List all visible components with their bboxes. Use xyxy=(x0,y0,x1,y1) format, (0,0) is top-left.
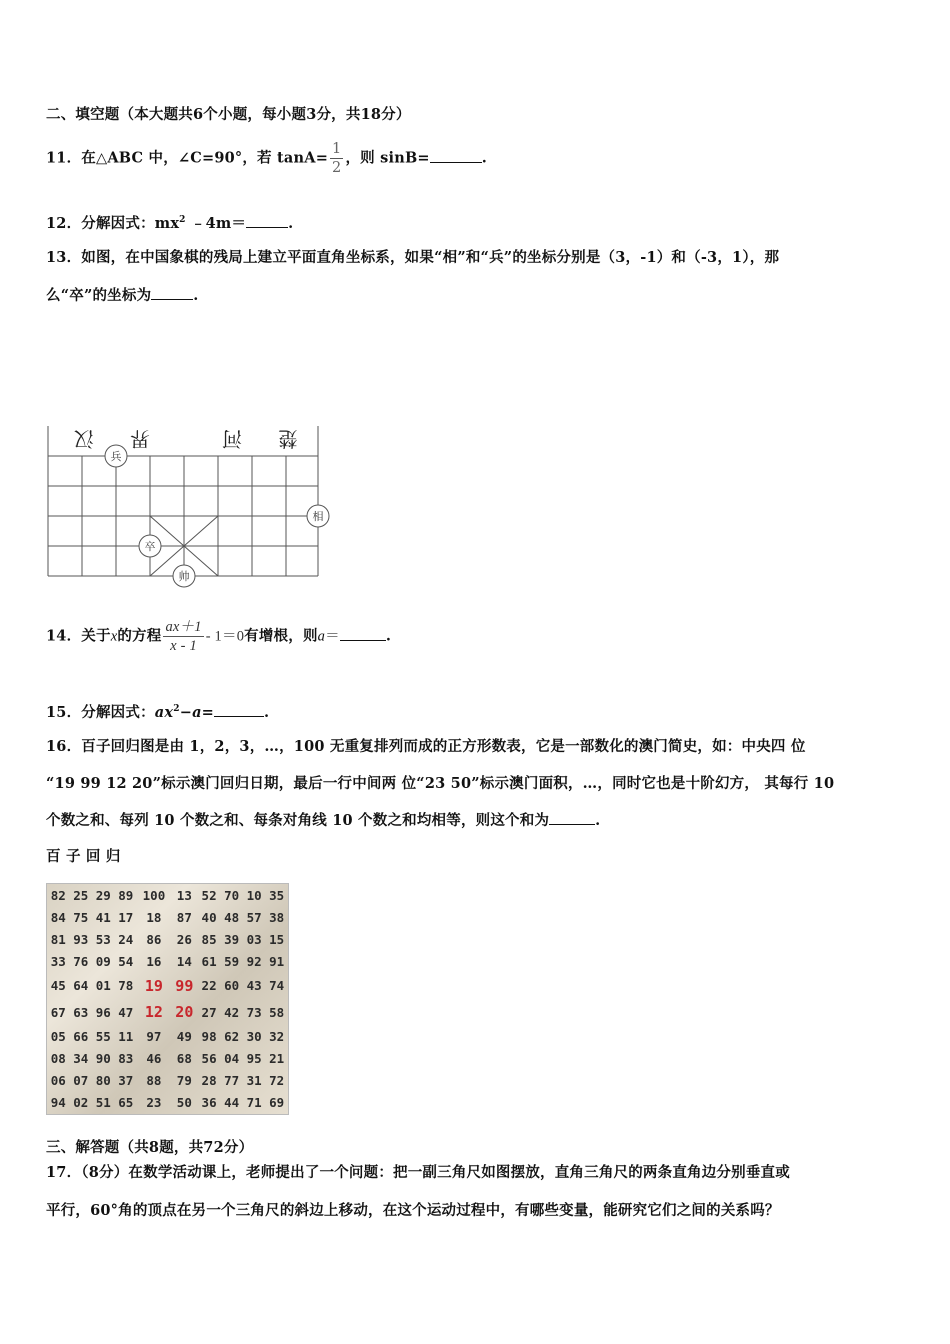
magic-square-cell: 63 xyxy=(73,1004,89,1020)
magic-square-cell: 46 xyxy=(146,1051,162,1067)
magic-square-cell: 88 xyxy=(146,1073,162,1089)
magic-square-cell: 83 xyxy=(118,1051,134,1067)
magic-square-row xyxy=(47,884,288,906)
magic-square-cell: 53 xyxy=(95,931,111,947)
magic-square-cell: 74 xyxy=(269,978,285,994)
question-11 xyxy=(46,140,487,177)
magic-square-cell: 47 xyxy=(118,1004,134,1020)
magic-square-cell: 55 xyxy=(95,1029,111,1045)
magic-square-cell: 98 xyxy=(201,1029,217,1045)
magic-square-cell: 34 xyxy=(73,1051,89,1067)
magic-square-row xyxy=(47,999,288,1026)
magic-square-cell: 96 xyxy=(95,1004,111,1020)
question-12 xyxy=(46,212,293,233)
q11-prefix: 11．在△ABC 中，∠C=90°，若 tanA= xyxy=(46,149,329,167)
magic-square-cell: 33 xyxy=(50,953,66,969)
q15-expr-b: − xyxy=(179,704,193,721)
q12-end: . xyxy=(288,215,294,232)
question-17-line2: 平行，60°角的顶点在另一个三角尺的斜边上移动，在这个运动过程中，有哪些变量，能研究它们之间的关系吗？ xyxy=(46,1202,780,1219)
question-16-line1: 16．百子回归图是由 1，2，3，…，100 无重复排列而成的正方形数表，它是一部数化的澳门简史，如：中央四 位 xyxy=(46,738,806,755)
q15-end: . xyxy=(264,704,270,721)
magic-square-cell: 06 xyxy=(50,1073,66,1089)
magic-square-cell: 76 xyxy=(73,953,89,969)
magic-square-cell: 48 xyxy=(224,909,240,925)
magic-square-cell: 29 xyxy=(95,887,111,903)
q11-frac-num: 1 xyxy=(332,141,342,157)
magic-square-cell: 08 xyxy=(50,1051,66,1067)
magic-square-cell: 69 xyxy=(269,1095,285,1111)
magic-square-cell: 45 xyxy=(50,978,66,994)
q15-eq: = xyxy=(201,704,215,721)
magic-square-cell: 01 xyxy=(95,978,111,994)
magic-square-cell: 50 xyxy=(176,1095,192,1111)
magic-square-cell: 85 xyxy=(201,931,217,947)
section-2-title: 二、填空题（本大题共6个小题，每小题3分，共18分） xyxy=(46,106,411,123)
magic-square-cell: 84 xyxy=(50,909,66,925)
magic-square-cell: 43 xyxy=(246,978,262,994)
board-label-jie: 界 xyxy=(130,427,150,451)
magic-square-cell: 66 xyxy=(73,1029,89,1045)
q11-fraction xyxy=(330,140,343,177)
magic-square-cell: 26 xyxy=(176,931,192,947)
magic-square-cell: 60 xyxy=(224,978,240,994)
q14-eq: ＝ xyxy=(325,628,340,645)
magic-square-cell: 40 xyxy=(201,909,217,925)
section-3-title: 三、解答题（共8题，共72分） xyxy=(46,1139,254,1156)
magic-square-row xyxy=(47,1026,288,1048)
q16-line3-text: 个数之和、每列 10 个数之和、每条对角线 10 个数之和均相等，则这个和为 xyxy=(46,812,550,829)
magic-square-cell: 37 xyxy=(118,1073,134,1089)
q14-fraction xyxy=(163,618,203,655)
magic-square-cell: 05 xyxy=(50,1029,66,1045)
magic-square-row xyxy=(47,950,288,972)
magic-square-cell: 38 xyxy=(269,909,285,925)
question-15 xyxy=(46,701,269,722)
question-13-line1: 13．如图，在中国象棋的残局上建立平面直角坐标系，如果“相”和“兵”的坐标分别是（3，-1）和（-3，1），那 xyxy=(46,249,780,266)
q11-end: . xyxy=(481,149,488,167)
board-label-chu: 楚 xyxy=(278,427,298,451)
magic-square-cell: 04 xyxy=(224,1051,240,1067)
magic-square-cell: 14 xyxy=(176,953,192,969)
magic-square-caption: 百 子 回 归 xyxy=(46,848,121,865)
magic-square-cell: 07 xyxy=(73,1073,89,1089)
magic-square-cell: 99 xyxy=(175,976,194,995)
magic-square-cell: 11 xyxy=(118,1029,134,1045)
magic-square-cell: 31 xyxy=(246,1073,262,1089)
piece-zu xyxy=(139,535,161,557)
magic-square-cell: 10 xyxy=(246,887,262,903)
magic-square-row xyxy=(47,972,288,999)
q12-prefix: 12．分解因式：mx xyxy=(46,215,180,232)
q15-sup: 2 xyxy=(173,704,180,715)
magic-square-cell: 95 xyxy=(246,1051,262,1067)
magic-square-cell: 02 xyxy=(73,1095,89,1111)
magic-square-cell: 79 xyxy=(176,1073,192,1089)
board-label-he: 河 xyxy=(222,427,242,451)
magic-square-cell: 93 xyxy=(73,931,89,947)
q11-suffix: ，则 sinB= xyxy=(345,149,430,167)
magic-square-cell: 27 xyxy=(201,1004,217,1020)
magic-square-cell: 41 xyxy=(95,909,111,925)
q14-end: . xyxy=(385,627,392,645)
magic-square-cell: 92 xyxy=(246,953,262,969)
piece-shuai xyxy=(173,565,195,587)
magic-square-row xyxy=(47,906,288,928)
magic-square-cell: 59 xyxy=(224,953,240,969)
magic-square-cell: 64 xyxy=(73,978,89,994)
piece-xiang xyxy=(307,505,329,527)
q11-answer-blank xyxy=(430,148,482,163)
question-14 xyxy=(46,618,391,655)
magic-square-cell: 77 xyxy=(224,1073,240,1089)
magic-square-cell: 61 xyxy=(201,953,217,969)
magic-square-cell: 56 xyxy=(201,1051,217,1067)
magic-square-cell: 42 xyxy=(224,1004,240,1020)
q16-end: . xyxy=(595,812,601,829)
q14-frac-num: ax＋1 xyxy=(165,619,202,635)
magic-square-table xyxy=(47,884,288,1114)
q12-mid: ﹣4m＝ xyxy=(185,215,247,232)
q13-answer-blank xyxy=(151,285,193,300)
magic-square-cell: 19 xyxy=(144,976,163,995)
magic-square-cell: 32 xyxy=(269,1029,285,1045)
magic-square-cell: 100 xyxy=(142,887,166,903)
question-13-line2 xyxy=(46,284,199,305)
magic-square-cell: 21 xyxy=(269,1051,285,1067)
magic-square-cell: 73 xyxy=(246,1004,262,1020)
piece-shuai-label: 帅 xyxy=(178,570,190,583)
piece-bing xyxy=(105,445,127,467)
magic-square-row xyxy=(47,1092,288,1114)
magic-square-row xyxy=(47,1048,288,1070)
q16-answer-blank xyxy=(549,810,595,825)
magic-square-cell: 12 xyxy=(144,1003,163,1022)
magic-square-cell: 44 xyxy=(224,1095,240,1111)
magic-square-cell: 36 xyxy=(201,1095,217,1111)
magic-square-cell: 57 xyxy=(246,909,262,925)
magic-square-cell: 81 xyxy=(50,931,66,947)
magic-square-cell: 13 xyxy=(176,887,192,903)
magic-square-cell: 70 xyxy=(224,887,240,903)
magic-square-cell: 35 xyxy=(269,887,285,903)
magic-square-cell: 15 xyxy=(269,931,285,947)
q14-var-x: x xyxy=(110,628,118,645)
magic-square-row xyxy=(47,928,288,950)
q12-answer-blank xyxy=(246,213,288,228)
q14-eq-tail: - 1＝0 xyxy=(205,628,245,645)
chess-board-figure xyxy=(40,420,340,590)
q15-prefix: 15．分解因式： xyxy=(46,704,155,721)
magic-square-cell: 16 xyxy=(146,953,162,969)
magic-square-cell: 09 xyxy=(95,953,111,969)
q14-var-a: a xyxy=(317,628,326,645)
magic-square-cell: 03 xyxy=(246,931,262,947)
q13-line2-text: 么“卒”的坐标为 xyxy=(46,287,152,304)
magic-square-cell: 25 xyxy=(73,887,89,903)
magic-square-cell: 97 xyxy=(146,1029,162,1045)
magic-square-cell: 23 xyxy=(146,1095,162,1111)
question-16-line2: “19 99 12 20”标示澳门回归日期，最后一行中间两 位“23 50”标示澳门面积，…，同时它也是十阶幻方， 其每行 10 xyxy=(46,775,835,792)
q15-expr-c: a xyxy=(192,704,202,721)
q14-frac-den: x - 1 xyxy=(170,638,197,654)
magic-square-cell: 72 xyxy=(269,1073,285,1089)
q11-frac-den: 2 xyxy=(332,160,342,176)
magic-square-cell: 28 xyxy=(201,1073,217,1089)
piece-bing-label: 兵 xyxy=(110,450,122,463)
magic-square-cell: 22 xyxy=(201,978,217,994)
magic-square-cell: 75 xyxy=(73,909,89,925)
magic-square-cell: 49 xyxy=(176,1029,192,1045)
magic-square-cell: 68 xyxy=(176,1051,192,1067)
piece-zu-label: 卒 xyxy=(144,540,156,553)
magic-square-cell: 89 xyxy=(118,887,134,903)
magic-square-cell: 51 xyxy=(95,1095,111,1111)
q14-suffix: 有增根，则 xyxy=(244,627,318,645)
q12-sup: 2 xyxy=(179,215,186,226)
question-17-line1: 17．（8分）在数学活动课上，老师提出了一个问题：把一副三角尺如图摆放，直角三角尺的两条直角边分别垂直或 xyxy=(46,1164,790,1181)
magic-square-cell: 62 xyxy=(224,1029,240,1045)
magic-square-row xyxy=(47,1070,288,1092)
magic-square-cell: 65 xyxy=(118,1095,134,1111)
q14-answer-blank xyxy=(340,626,386,641)
magic-square-cell: 20 xyxy=(175,1003,194,1022)
magic-square-cell: 82 xyxy=(50,887,66,903)
q14-mid: 的方程 xyxy=(117,627,162,645)
board-label-han: 汉 xyxy=(74,427,94,451)
question-16-line3 xyxy=(46,809,600,830)
magic-square-cell: 52 xyxy=(201,887,217,903)
magic-square-cell: 87 xyxy=(176,909,192,925)
q14-prefix: 14．关于 xyxy=(46,627,111,645)
magic-square-cell: 94 xyxy=(50,1095,66,1111)
magic-square-cell: 58 xyxy=(269,1004,285,1020)
magic-square-image xyxy=(46,883,289,1115)
magic-square-cell: 24 xyxy=(118,931,134,947)
magic-square-cell: 80 xyxy=(95,1073,111,1089)
magic-square-cell: 67 xyxy=(50,1004,66,1020)
magic-square-cell: 90 xyxy=(95,1051,111,1067)
magic-square-cell: 30 xyxy=(246,1029,262,1045)
magic-square-cell: 39 xyxy=(224,931,240,947)
q13-end: . xyxy=(193,287,199,304)
magic-square-cell: 71 xyxy=(246,1095,262,1111)
magic-square-cell: 17 xyxy=(118,909,134,925)
q15-answer-blank xyxy=(214,702,264,717)
q15-expr-a: ax xyxy=(154,704,174,721)
magic-square-cell: 18 xyxy=(146,909,162,925)
magic-square-cell: 91 xyxy=(269,953,285,969)
piece-xiang-label: 相 xyxy=(312,510,324,523)
magic-square-cell: 78 xyxy=(118,978,134,994)
magic-square-cell: 54 xyxy=(118,953,134,969)
magic-square-cell: 86 xyxy=(146,931,162,947)
